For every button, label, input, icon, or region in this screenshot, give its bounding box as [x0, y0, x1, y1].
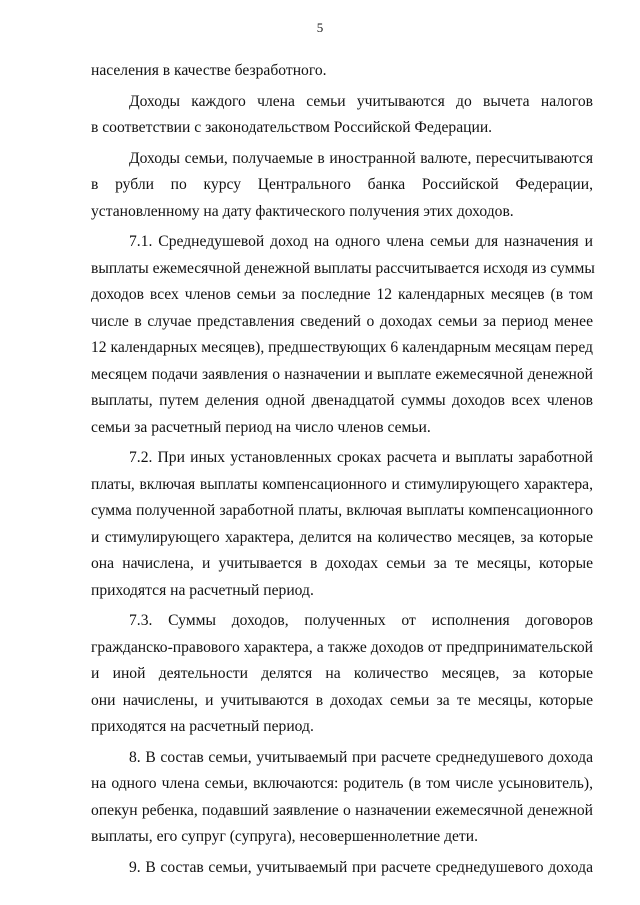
text-line: месяцем подачи заявления о назначении и выплате ежемесячной денежной [91, 365, 593, 383]
paragraph [91, 58, 593, 85]
text-line: доходов всех членов семьи за последние 12 календарных месяцев (в том [91, 286, 593, 303]
paragraph [91, 229, 593, 441]
text-line: Доходы каждого члена семьи учитываются до вычета налогов [129, 92, 593, 110]
text-line: установленному на дату фактического получения этих доходов. [91, 202, 514, 220]
paragraph [91, 745, 593, 851]
text-line: опекун ребенка, подавший заявление о назначении ежемесячной денежной [91, 801, 593, 819]
paragraph [91, 89, 593, 142]
text-line: приходятся на расчетный период. [91, 718, 314, 735]
document-body [91, 58, 593, 881]
text-line: платы, включая выплаты компенсационного и стимулирующего характера, [91, 475, 593, 493]
text-line: и стимулирующего характера, делится на количество месяцев, за которые [91, 528, 593, 546]
text-line: 7.2. При иных установленных сроках расчета и выплаты заработной [129, 449, 593, 466]
paragraph [91, 445, 593, 604]
text-line: населения в качестве безработного. [91, 62, 327, 79]
text-line: семьи за расчетный период на число членов семьи. [91, 418, 431, 436]
text-line: 7.1. Среднедушевой доход на одного члена семьи для назначения и [129, 233, 593, 250]
text-line: сумма полученной заработной платы, включая выплаты компенсационного [91, 502, 593, 519]
text-line: и иной деятельности делятся на количество месяцев, за которые [91, 665, 593, 682]
text-line: она начислена, и учитывается в доходах семьи за те месяцы, которые [91, 555, 593, 572]
text-line: в соответствии с законодательством Российской Федерации. [91, 119, 493, 136]
page-number: 5 [316, 20, 324, 35]
paragraph [91, 608, 593, 741]
paragraph [91, 146, 593, 226]
text-line: гражданско-правового характера, а также доходов от предпринимательской [91, 638, 593, 656]
text-line: Доходы семьи, получаемые в иностранной валюте, пересчитываются [129, 149, 593, 167]
text-line: они начислены, и учитываются в доходах семьи за те месяцы, которые [91, 691, 593, 709]
text-line: 7.3. Суммы доходов, полученных от исполнения договоров [129, 612, 593, 629]
text-line: 8. В состав семьи, учитываемый при расчете среднедушевого дохода [129, 748, 593, 766]
text-line: приходятся на расчетный период. [91, 581, 314, 599]
text-line: выплаты, путем деления одной двенадцатой суммы доходов всех членов [91, 392, 593, 409]
paragraph [91, 855, 593, 882]
text-line: числе в случае представления сведений о доходах семьи за период менее [91, 312, 593, 330]
text-line: 9. В состав семьи, учитываемый при расчете среднедушевого дохода [129, 858, 593, 876]
text-line: 12 календарных месяцев), предшествующих 6 календарным месяцам перед [91, 339, 593, 356]
text-line: выплаты, его супруг (супруга), несовершеннолетние дети. [91, 828, 478, 845]
text-line: на одного члена семьи, включаются: родитель (в том числе усыновитель), [91, 775, 593, 792]
text-line: в рубли по курсу Центрального банка Российской Федерации, [91, 176, 593, 193]
text-line: выплаты ежемесячной денежной выплаты рассчитывается исходя из суммы [91, 259, 595, 277]
